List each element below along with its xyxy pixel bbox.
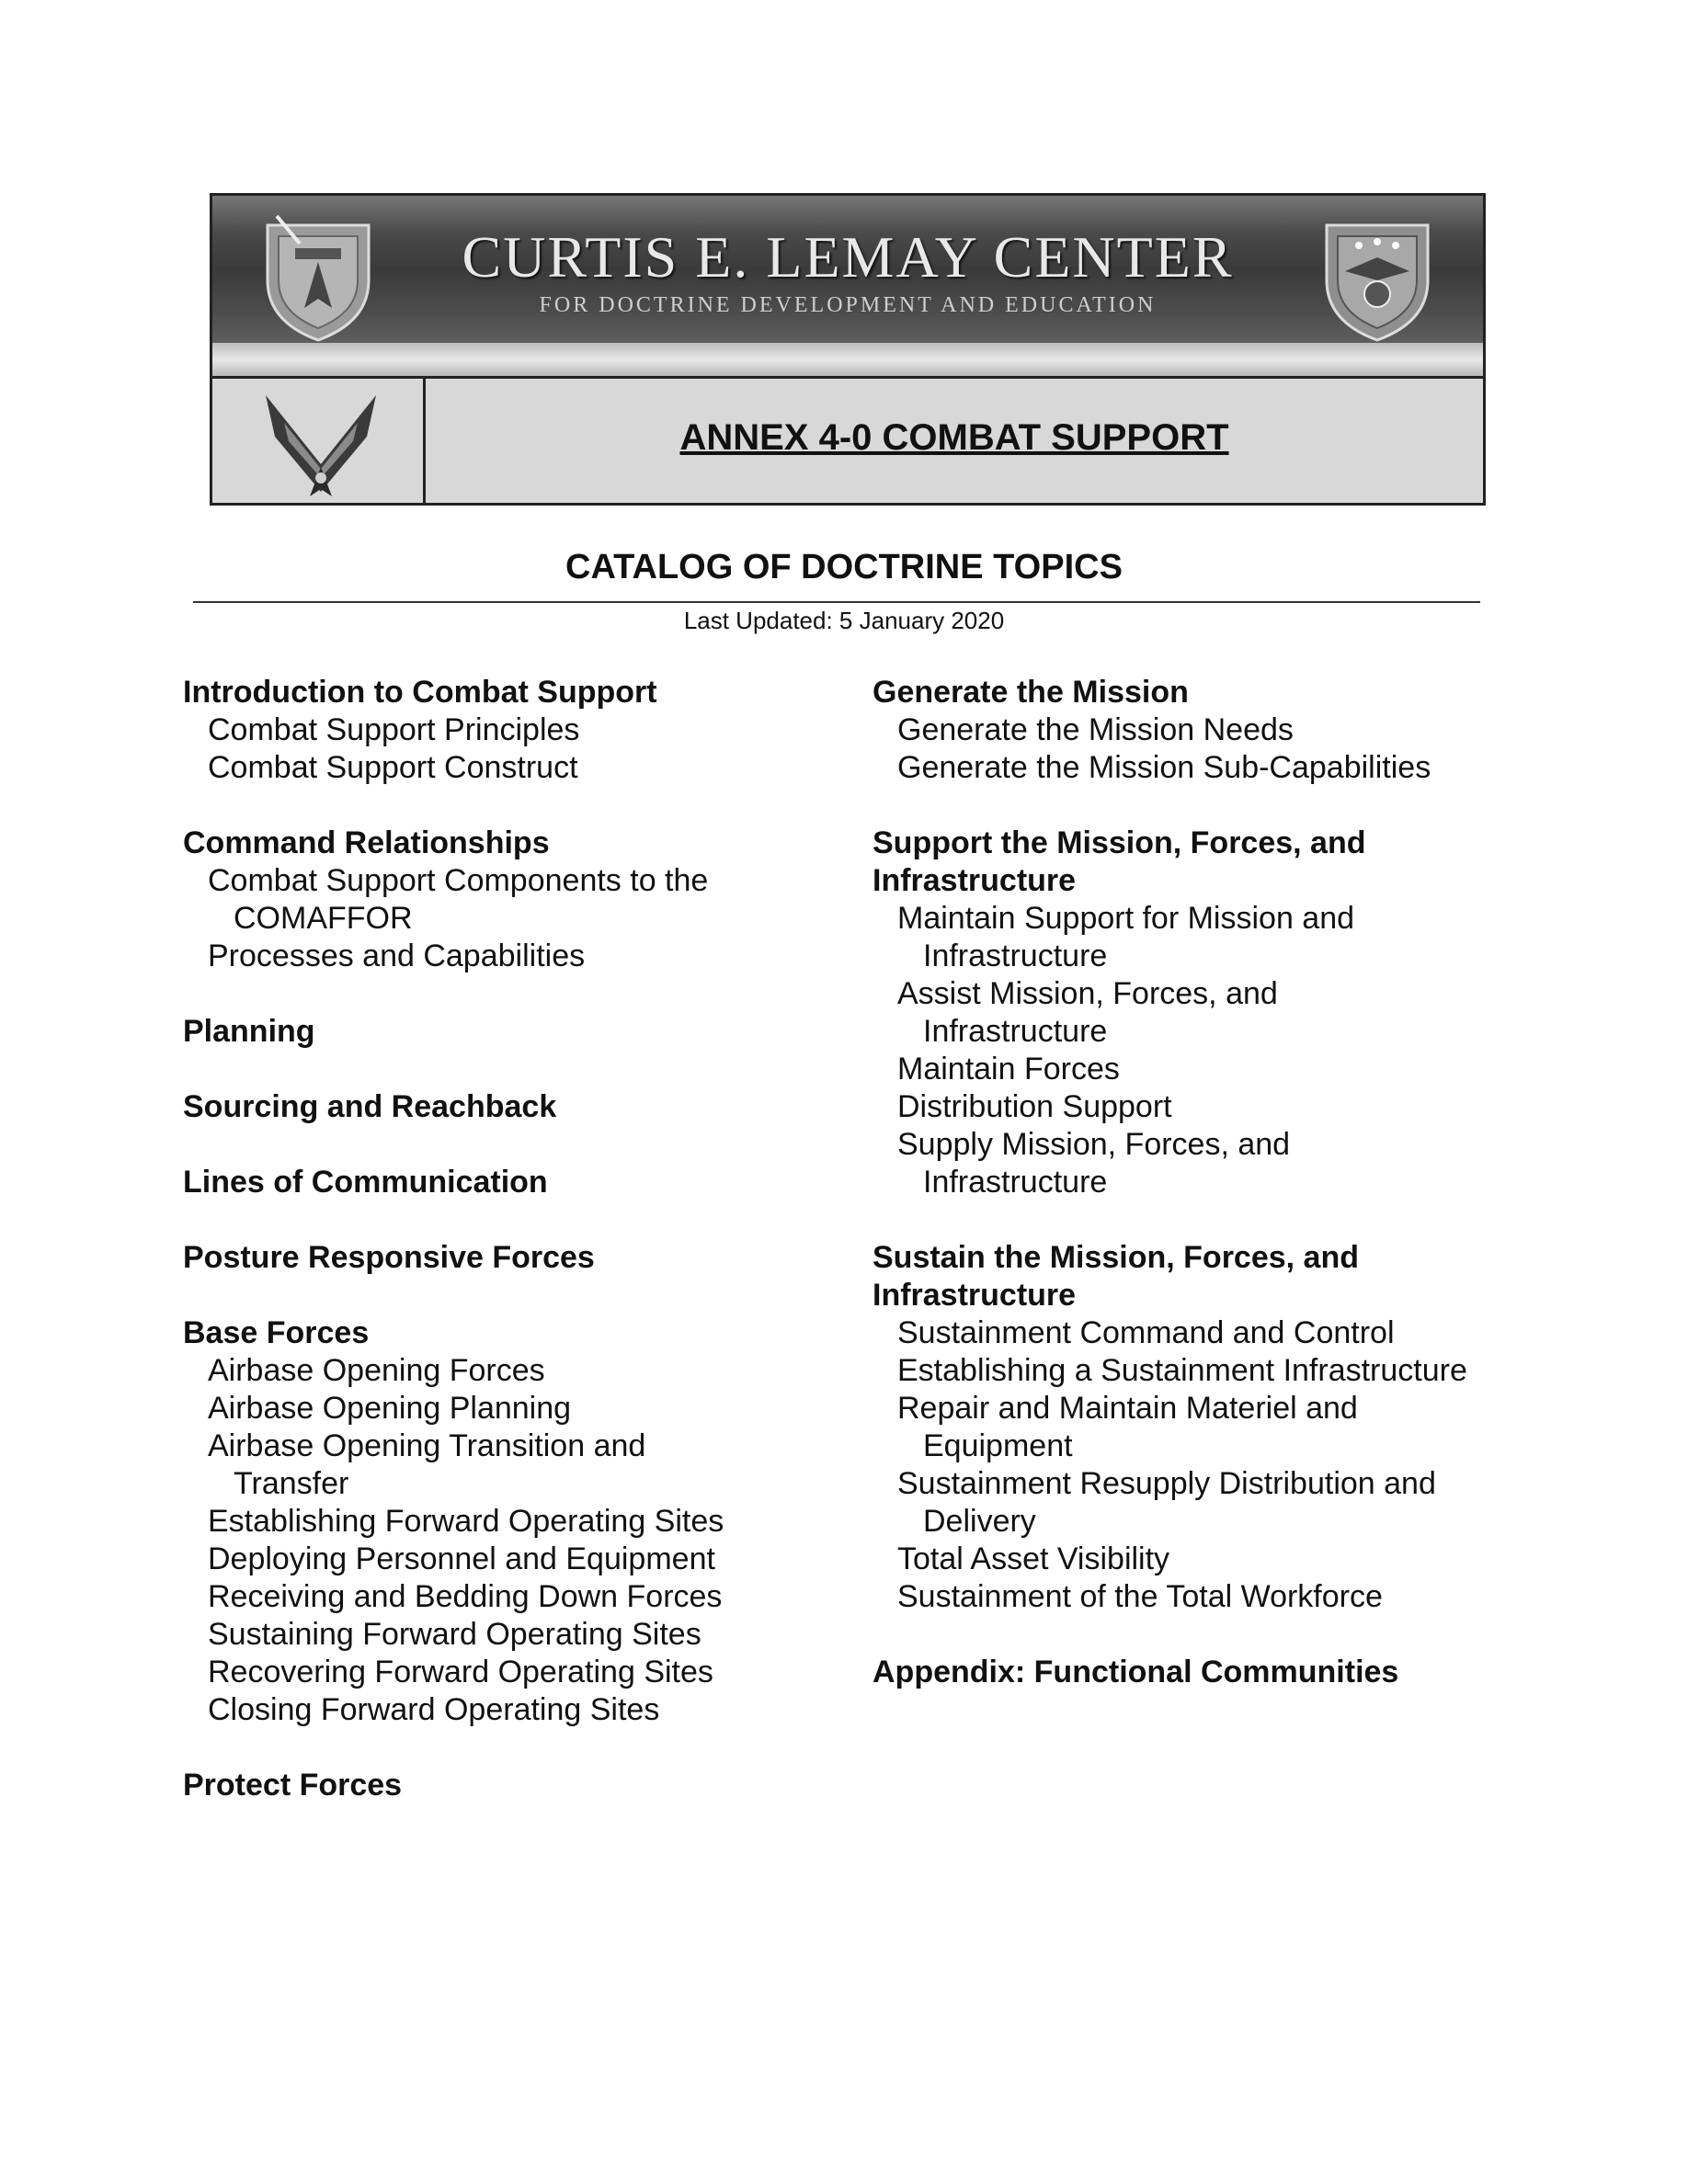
- subtopic-label: Establishing Forward Operating Sites: [208, 1504, 724, 1539]
- subtopic-label: Repair and Maintain Materiel and: [897, 1391, 1358, 1426]
- subtopic-item[interactable]: [183, 711, 845, 749]
- subtopic-label: Combat Support Principles: [208, 712, 580, 747]
- annex-title: ANNEX 4-0 COMBAT SUPPORT: [679, 417, 1229, 458]
- title-rule: [193, 601, 1480, 603]
- subtopic-label: Combat Support Construct: [208, 750, 578, 785]
- subtopic-item[interactable]: [873, 1314, 1534, 1352]
- subtopic-item[interactable]: [183, 862, 845, 938]
- topic-section: [183, 1164, 845, 1201]
- subtopic-label: Airbase Opening Planning: [208, 1391, 572, 1426]
- air-university-seal-icon: [249, 207, 387, 345]
- subtopic-item[interactable]: [183, 1503, 845, 1541]
- subtopic-label-continued: COMAFFOR: [234, 901, 413, 936]
- subtopic-item[interactable]: [183, 938, 845, 975]
- subtopic-item[interactable]: [873, 1352, 1534, 1390]
- subtopic-label: Sustaining Forward Operating Sites: [208, 1617, 701, 1652]
- topic-heading[interactable]: Support the Mission, Forces, and: [873, 825, 1366, 860]
- subtopic-label: Generate the Mission Sub-Capabilities: [897, 750, 1431, 785]
- subtopic-item[interactable]: [873, 1051, 1534, 1088]
- subtopic-item[interactable]: [183, 1352, 845, 1390]
- topic-heading[interactable]: Protect Forces: [183, 1768, 403, 1803]
- subtopic-label: Supply Mission, Forces, and: [897, 1127, 1291, 1162]
- topic-section: [183, 1013, 845, 1051]
- subtopic-item[interactable]: [873, 749, 1534, 787]
- subtopic-label: Airbase Opening Transition and: [208, 1428, 646, 1463]
- subtopic-item[interactable]: [873, 1088, 1534, 1126]
- subtopic-label: Receiving and Bedding Down Forces: [208, 1579, 723, 1614]
- subtopic-label: Sustainment Command and Control: [897, 1315, 1395, 1350]
- topic-section: [873, 825, 1534, 1201]
- subtopic-label-continued: Infrastructure: [923, 938, 1108, 973]
- header-banner: [210, 193, 1486, 506]
- subtopic-label: Sustainment Resupply Distribution and: [897, 1466, 1436, 1501]
- subtopic-item[interactable]: [183, 1691, 845, 1729]
- topic-heading[interactable]: Lines of Communication: [183, 1165, 548, 1200]
- subtopic-item[interactable]: [873, 1541, 1534, 1578]
- subtopic-label: Combat Support Components to the: [208, 863, 709, 898]
- subtopic-label: Total Asset Visibility: [897, 1541, 1170, 1576]
- topic-heading[interactable]: Appendix: Functional Communities: [873, 1655, 1399, 1689]
- subtopic-label: Maintain Support for Mission and: [897, 901, 1355, 936]
- subtopic-label: Sustainment of the Total Workforce: [897, 1579, 1383, 1614]
- topic-section: [183, 1088, 845, 1126]
- last-updated: Last Updated: 5 January 2020: [683, 607, 1005, 634]
- topic-section: [183, 1239, 845, 1277]
- air-force-wings-icon: [257, 386, 385, 506]
- topic-heading[interactable]: Introduction to Combat Support: [183, 675, 657, 710]
- subtopic-label: Closing Forward Operating Sites: [208, 1692, 660, 1727]
- topic-heading[interactable]: Command Relationships: [183, 825, 550, 860]
- subtopic-item[interactable]: [183, 1428, 845, 1503]
- subtopic-label: Maintain Forces: [897, 1052, 1120, 1086]
- subtopic-label-continued: Transfer: [234, 1466, 349, 1501]
- topic-heading[interactable]: Sustain the Mission, Forces, and: [873, 1240, 1359, 1275]
- subtopic-label: Generate the Mission Needs: [897, 712, 1294, 747]
- topic-section: [183, 1767, 845, 1804]
- subtopic-label: Distribution Support: [897, 1089, 1172, 1124]
- subtopic-item[interactable]: [873, 1126, 1534, 1201]
- subtopic-label: Establishing a Sustainment Infrastructure: [897, 1353, 1467, 1388]
- subtopic-label-continued: Infrastructure: [923, 1165, 1108, 1200]
- topic-heading[interactable]: Infrastructure: [873, 1278, 1077, 1313]
- subtopic-label: Deploying Personnel and Equipment: [208, 1541, 715, 1576]
- topic-section: [873, 1654, 1534, 1691]
- topic-heading[interactable]: Infrastructure: [873, 863, 1077, 898]
- topic-section: [183, 825, 845, 975]
- subtopic-item[interactable]: [873, 900, 1534, 975]
- topic-section: [873, 1239, 1534, 1616]
- topic-section: [873, 674, 1534, 787]
- logo-cell: [212, 379, 426, 503]
- banner-top-panel: [212, 196, 1483, 345]
- topic-heading[interactable]: Generate the Mission: [873, 675, 1189, 710]
- subtopic-item[interactable]: [183, 1390, 845, 1428]
- subtopic-item[interactable]: [873, 1465, 1534, 1541]
- subtopic-label-continued: Equipment: [923, 1428, 1073, 1463]
- subtopic-label: Airbase Opening Forces: [208, 1353, 545, 1388]
- subtopic-item[interactable]: [183, 1541, 845, 1578]
- left-topic-column: [183, 674, 845, 1842]
- subtopic-label: Assist Mission, Forces, and: [897, 976, 1278, 1011]
- subtopic-item[interactable]: [873, 1578, 1534, 1616]
- right-topic-column: [873, 674, 1534, 1729]
- subtopic-label: Recovering Forward Operating Sites: [208, 1655, 713, 1689]
- subtopic-label-continued: Delivery: [923, 1504, 1036, 1539]
- subtopic-item[interactable]: [873, 711, 1534, 749]
- subtopic-item[interactable]: [183, 1654, 845, 1691]
- topic-heading[interactable]: Sourcing and Reachback: [183, 1089, 557, 1124]
- subtopic-item[interactable]: [183, 1616, 845, 1654]
- subtopic-item[interactable]: [873, 975, 1534, 1051]
- topic-heading[interactable]: Posture Responsive Forces: [183, 1240, 595, 1275]
- subtopic-label: Processes and Capabilities: [208, 938, 586, 973]
- center-subtitle: FOR DOCTRINE DEVELOPMENT AND EDUCATION: [539, 293, 1157, 317]
- center-name: CURTIS E. LEMAY CENTER: [462, 224, 1234, 290]
- topic-section: [183, 674, 845, 787]
- banner-divider-strip: [212, 343, 1483, 379]
- topic-heading[interactable]: Planning: [183, 1014, 315, 1049]
- subtopic-item[interactable]: [873, 1390, 1534, 1465]
- catalog-title: CATALOG OF DOCTRINE TOPICS: [565, 548, 1123, 586]
- subtopic-label-continued: Infrastructure: [923, 1014, 1108, 1049]
- banner-bottom-panel: [212, 379, 1483, 503]
- lemay-center-seal-icon: [1308, 207, 1446, 345]
- topic-heading[interactable]: Base Forces: [183, 1315, 370, 1350]
- subtopic-item[interactable]: [183, 749, 845, 787]
- subtopic-item[interactable]: [183, 1578, 845, 1616]
- topic-section: [183, 1314, 845, 1729]
